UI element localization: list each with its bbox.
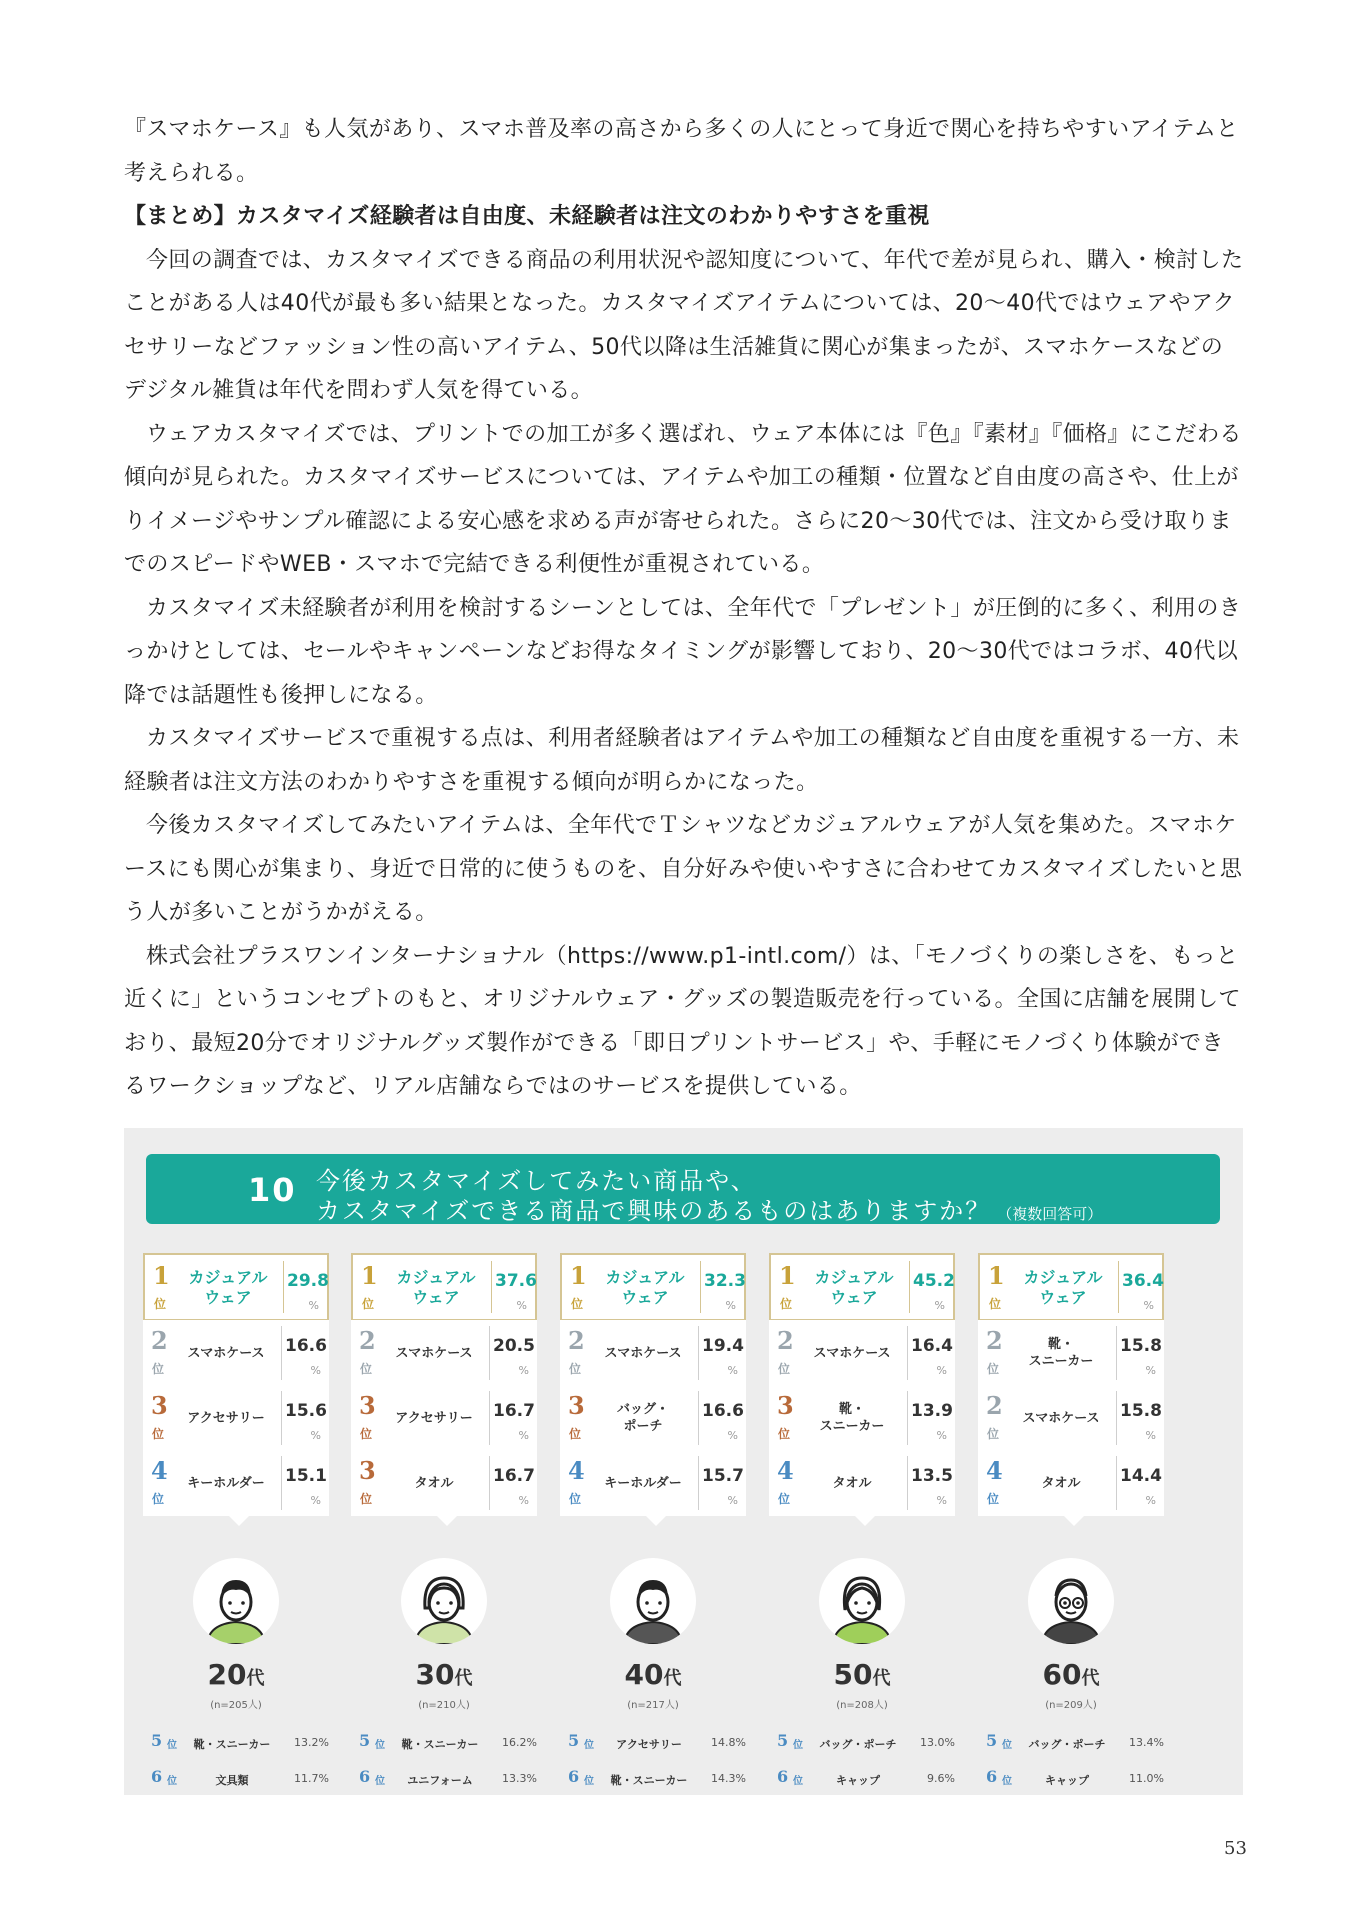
item-name: カジュアル ウェア (188, 1268, 268, 1307)
percent-sign: % (1143, 1299, 1154, 1312)
rank-suffix: 位 (584, 1776, 594, 1787)
percent-sign: % (1145, 1494, 1156, 1507)
item-name: カジュアル ウェア (814, 1268, 894, 1307)
section-heading: 【まとめ】カスタマイズ経験者は自由度、未経験者は注文のわかりやすさを重視 (124, 204, 930, 229)
percent-value: 14.4 (1120, 1466, 1162, 1486)
item-name: アクセサリー (616, 1738, 682, 1751)
item-name: 靴・ スニーカー (819, 1402, 885, 1434)
speech-pointer (646, 1516, 666, 1526)
item-name: バッグ・ポーチ (1028, 1738, 1106, 1751)
rank-suffix: 位 (987, 1492, 1000, 1506)
rank-suffix: 位 (778, 1492, 791, 1506)
age-label (978, 1658, 1164, 1691)
rank-suffix: 位 (360, 1427, 373, 1441)
percent-value: 16.4 (911, 1336, 953, 1356)
ranking-column-40 (560, 1253, 746, 1526)
card-divider (1118, 1261, 1119, 1313)
question-number: 10 (248, 1171, 297, 1209)
extra-rank-row (978, 1769, 1164, 1789)
percent-sign: % (1145, 1364, 1156, 1377)
question-banner (146, 1154, 1220, 1224)
extra-rank-row (351, 1769, 537, 1789)
paragraph: ウェアカスタマイズでは、プリントでの加工が多く選ばれ、ウェア本体には『色』『素材』『価格』にこだわる傾向が見られた。カスタマイズサービスについては、アイテムや加工の種類・位置など自由度の高さや、仕上がりイメージやサンプル確認による安心感を求める声が寄せられた。さらに20〜30代では、注文から受け取りまでのスピードやWEB・スマホで完結できる利便性が重視されている。 (124, 421, 1242, 577)
rank-suffix: 位 (154, 1297, 167, 1311)
age-label (351, 1658, 537, 1691)
percent-value: 13.2% (294, 1736, 329, 1749)
rank-number: 3 (777, 1391, 794, 1420)
card-divider (698, 1391, 699, 1445)
card-divider (281, 1326, 282, 1380)
card-divider (907, 1456, 908, 1510)
rank-suffix: 位 (780, 1297, 793, 1311)
rank-number: 4 (777, 1456, 794, 1485)
item-name: カジュアル ウェア (605, 1268, 685, 1307)
rank-number: 4 (568, 1456, 585, 1485)
sample-size: (n=209人) (1045, 1700, 1097, 1711)
sample-size: (n=205人) (210, 1700, 262, 1711)
ranking-card (769, 1253, 955, 1321)
extra-rank-row (978, 1733, 1164, 1753)
percent-value: 37.6 (495, 1271, 537, 1291)
age-number: 40 (624, 1658, 664, 1691)
card-divider (489, 1391, 490, 1445)
percent-value: 13.4% (1129, 1736, 1164, 1749)
percent-value: 14.8% (711, 1736, 746, 1749)
card-divider (700, 1261, 701, 1313)
card-divider (698, 1326, 699, 1380)
percent-value: 16.6 (285, 1336, 327, 1356)
rank-number: 6 (359, 1767, 371, 1786)
rank-suffix: 位 (375, 1740, 385, 1751)
paragraph: 株式会社プラスワンインターナショナル（https://www.p1-intl.com/）は、「モノづくりの楽しさを、もっと近くに」というコンセプトのもと、オリジナルウェア・グッズの製造販売を行っている。全国に店舗を展開しており、最短20分でオリジナルグッズ製作ができる「即日プリントサービス」や、手軽にモノづくり体験ができるワークショップなど、リアル店舗ならではのサービスを提供している。 (124, 943, 1241, 1099)
rank-suffix: 位 (569, 1492, 582, 1506)
question-text-line1: 今後カスタマイズしてみたい商品や、 (316, 1167, 757, 1195)
age-label (769, 1658, 955, 1691)
item-name: タオル (1041, 1475, 1081, 1491)
man-collar-icon (610, 1558, 696, 1644)
item-name: キャップ (836, 1774, 880, 1787)
percent-value: 16.6 (702, 1401, 744, 1421)
age-suffix: 代 (454, 1668, 473, 1689)
man-glasses-icon (1028, 1558, 1114, 1644)
rank-number: 4 (151, 1456, 168, 1485)
speech-pointer (437, 1516, 457, 1526)
sample-size: (n=208人) (836, 1700, 888, 1711)
rank-suffix: 位 (569, 1427, 582, 1441)
rank-number: 2 (777, 1326, 794, 1355)
card-divider (1116, 1456, 1117, 1510)
ranking-card (351, 1253, 537, 1321)
rank-suffix: 位 (152, 1427, 165, 1441)
percent-value: 15.7 (702, 1466, 744, 1486)
card-divider (281, 1456, 282, 1510)
rank-suffix: 位 (571, 1297, 584, 1311)
sample-size: (n=210人) (418, 1700, 470, 1711)
item-name: 靴・ スニーカー (1028, 1337, 1094, 1369)
item-name: キーホルダー (604, 1475, 682, 1491)
rank-number: 5 (777, 1731, 789, 1750)
percent-sign: % (727, 1429, 738, 1442)
speech-pointer (1064, 1516, 1084, 1526)
percent-sign: % (518, 1494, 529, 1507)
item-name: タオル (832, 1475, 872, 1491)
rank-number: 6 (777, 1767, 789, 1786)
percent-sign: % (934, 1299, 945, 1312)
percent-sign: % (936, 1364, 947, 1377)
body-text (124, 108, 1244, 1109)
rank-suffix: 位 (362, 1297, 375, 1311)
percent-value: 11.7% (294, 1772, 329, 1785)
rank-suffix: 位 (375, 1776, 385, 1787)
question-note: （複数回答可） (997, 1205, 1103, 1223)
rank-number: 5 (986, 1731, 998, 1750)
sample-size: (n=217人) (627, 1700, 679, 1711)
percent-sign: % (518, 1429, 529, 1442)
item-name: スマホケース (187, 1345, 265, 1361)
paragraph: 『スマホケース』も人気があり、スマホ普及率の高さから多くの人にとって身近で関心を持ちやすいアイテムと考えられる。 (124, 117, 1239, 186)
rank-suffix: 位 (1002, 1740, 1012, 1751)
percent-value: 36.4 (1122, 1271, 1164, 1291)
card-divider (909, 1261, 910, 1313)
ranking-card (143, 1450, 329, 1516)
age-suffix: 代 (246, 1668, 265, 1689)
rank-number: 2 (568, 1326, 585, 1355)
item-name: タオル (414, 1475, 454, 1491)
paragraph: カスタマイズ未経験者が利用を検討するシーンとしては、全年代で「プレゼント」が圧倒的に多く、利用のきっかけとしては、セールやキャンペーンなどお得なタイミングが影響しており、20〜30代ではコラボ、40代以降では話題性も後押しになる。 (124, 595, 1242, 708)
extra-rank-row (143, 1769, 329, 1789)
rank-suffix: 位 (569, 1362, 582, 1376)
percent-value: 45.2 (913, 1271, 955, 1291)
ranking-card (560, 1253, 746, 1321)
percent-value: 16.7 (493, 1466, 535, 1486)
percent-value: 14.3% (711, 1772, 746, 1785)
percent-value: 32.3 (704, 1271, 746, 1291)
item-name: キーホルダー (187, 1475, 265, 1491)
item-name: 文具類 (215, 1774, 249, 1787)
age-number: 50 (833, 1658, 873, 1691)
rank-suffix: 位 (793, 1740, 803, 1751)
ranking-card (351, 1450, 537, 1516)
rank-suffix: 位 (167, 1776, 177, 1787)
card-divider (907, 1391, 908, 1445)
percent-value: 16.2% (502, 1736, 537, 1749)
rank-number: 5 (568, 1731, 580, 1750)
item-name: キャップ (1045, 1774, 1089, 1787)
rank-number: 3 (151, 1391, 168, 1420)
age-number: 30 (415, 1658, 455, 1691)
ranking-card (351, 1320, 537, 1386)
card-divider (698, 1456, 699, 1510)
ranking-column-20 (143, 1253, 329, 1526)
rank-suffix: 位 (360, 1362, 373, 1376)
extra-rank-row (560, 1769, 746, 1789)
item-name: アクセサリー (395, 1410, 473, 1426)
percent-sign: % (727, 1364, 738, 1377)
speech-pointer (229, 1516, 249, 1526)
item-name: スマホケース (1022, 1410, 1100, 1426)
question-text-line2 (316, 1191, 1102, 1226)
age-suffix: 代 (872, 1668, 891, 1689)
card-divider (283, 1261, 284, 1313)
percent-value: 15.8 (1120, 1401, 1162, 1421)
item-name: 靴・スニーカー (610, 1774, 688, 1787)
rank-number: 3 (359, 1391, 376, 1420)
percent-value: 15.8 (1120, 1336, 1162, 1356)
percent-sign: % (1145, 1429, 1156, 1442)
rank-suffix: 位 (152, 1362, 165, 1376)
rank-number: 2 (359, 1326, 376, 1355)
item-name: 靴・スニーカー (401, 1738, 479, 1751)
rank-suffix: 位 (793, 1776, 803, 1787)
percent-value: 9.6% (927, 1772, 955, 1785)
rank-suffix: 位 (987, 1427, 1000, 1441)
item-name: スマホケース (395, 1345, 473, 1361)
percent-value: 29.8 (287, 1271, 329, 1291)
page-number: 53 (1224, 1838, 1247, 1859)
age-label (143, 1658, 329, 1691)
rank-suffix: 位 (987, 1362, 1000, 1376)
item-name: バッグ・ ポーチ (616, 1402, 669, 1434)
rank-number: 3 (568, 1391, 585, 1420)
card-divider (1116, 1391, 1117, 1445)
woman-short-hair-icon (401, 1558, 487, 1644)
percent-sign: % (725, 1299, 736, 1312)
card-divider (1116, 1326, 1117, 1380)
percent-value: 13.5 (911, 1466, 953, 1486)
percent-sign: % (727, 1494, 738, 1507)
ranking-card (978, 1385, 1164, 1451)
young-man-icon (193, 1558, 279, 1644)
card-divider (489, 1456, 490, 1510)
rank-suffix: 位 (989, 1297, 1002, 1311)
item-name: スマホケース (604, 1345, 682, 1361)
percent-value: 13.9 (911, 1401, 953, 1421)
rank-suffix: 位 (152, 1492, 165, 1506)
age-suffix: 代 (663, 1668, 682, 1689)
rank-number: 6 (568, 1767, 580, 1786)
ranking-card (560, 1320, 746, 1386)
question-text-line2-main: カスタマイズできる商品で興味のあるものはありますか？ (316, 1197, 992, 1225)
ranking-column-50 (769, 1253, 955, 1526)
card-divider (491, 1261, 492, 1313)
percent-value: 15.6 (285, 1401, 327, 1421)
age-suffix: 代 (1081, 1668, 1100, 1689)
ranking-card (143, 1320, 329, 1386)
rank-suffix: 位 (1002, 1776, 1012, 1787)
ranking-card (978, 1450, 1164, 1516)
percent-sign: % (308, 1299, 319, 1312)
rank-number: 1 (361, 1261, 378, 1290)
extra-rank-row (560, 1733, 746, 1753)
card-divider (281, 1391, 282, 1445)
item-name: アクセサリー (187, 1410, 265, 1426)
rank-number: 2 (986, 1326, 1003, 1355)
card-divider (907, 1326, 908, 1380)
item-name: ユニフォーム (407, 1774, 473, 1787)
ranking-card (769, 1385, 955, 1451)
percent-sign: % (936, 1429, 947, 1442)
age-label (560, 1658, 746, 1691)
ranking-card (769, 1320, 955, 1386)
age-number: 20 (207, 1658, 247, 1691)
extra-rank-row (769, 1769, 955, 1789)
item-name: バッグ・ポーチ (819, 1738, 897, 1751)
percent-value: 11.0% (1129, 1772, 1164, 1785)
item-name: カジュアル ウェア (396, 1268, 476, 1307)
rank-number: 3 (359, 1456, 376, 1485)
percent-sign: % (310, 1364, 321, 1377)
ranking-column-30 (351, 1253, 537, 1526)
ranking-card (143, 1385, 329, 1451)
rank-number: 2 (986, 1391, 1003, 1420)
rank-number: 5 (359, 1731, 371, 1750)
age-number: 60 (1042, 1658, 1082, 1691)
rank-suffix: 位 (167, 1740, 177, 1751)
item-name: カジュアル ウェア (1023, 1268, 1103, 1307)
rank-number: 5 (151, 1731, 163, 1750)
ranking-card (769, 1450, 955, 1516)
rank-number: 1 (153, 1261, 170, 1290)
rank-suffix: 位 (778, 1427, 791, 1441)
paragraph: 今回の調査では、カスタマイズできる商品の利用状況や認知度について、年代で差が見られ、購入・検討したことがある人は40代が最も多い結果となった。カスタマイズアイテムについては、20〜40代ではウェアやアクセサリーなどファッション性の高いアイテム、50代以降は生活雑貨に関心が集まったが、スマホケースなどのデジタル雑貨は年代を問わず人気を得ている。 (124, 247, 1244, 403)
extra-rank-row (143, 1733, 329, 1753)
rank-number: 4 (986, 1456, 1003, 1485)
percent-value: 19.4 (702, 1336, 744, 1356)
rank-suffix: 位 (778, 1362, 791, 1376)
item-name: 靴・スニーカー (193, 1738, 271, 1751)
card-divider (489, 1326, 490, 1380)
ranking-card (351, 1385, 537, 1451)
woman-thinking-icon (819, 1558, 905, 1644)
percent-sign: % (516, 1299, 527, 1312)
rank-number: 2 (151, 1326, 168, 1355)
percent-sign: % (310, 1429, 321, 1442)
ranking-card (978, 1253, 1164, 1321)
rank-number: 6 (151, 1767, 163, 1786)
percent-sign: % (936, 1494, 947, 1507)
rank-suffix: 位 (360, 1492, 373, 1506)
ranking-column-60 (978, 1253, 1164, 1526)
paragraph: 今後カスタマイズしてみたいアイテムは、全年代でＴシャツなどカジュアルウェアが人気を集めた。スマホケースにも関心が集まり、身近で日常的に使うものを、自分好みや使いやすさに合わせてカスタマイズしたいと思う人が多いことがうかがえる。 (124, 813, 1243, 925)
percent-value: 13.3% (502, 1772, 537, 1785)
speech-pointer (855, 1516, 875, 1526)
rank-number: 1 (779, 1261, 796, 1290)
percent-value: 16.7 (493, 1401, 535, 1421)
percent-value: 15.1 (285, 1466, 327, 1486)
rank-number: 1 (570, 1261, 587, 1290)
item-name: スマホケース (813, 1345, 891, 1361)
ranking-card (143, 1253, 329, 1321)
rank-suffix: 位 (584, 1740, 594, 1751)
rank-number: 1 (988, 1261, 1005, 1290)
ranking-card (560, 1450, 746, 1516)
ranking-card (560, 1385, 746, 1451)
percent-value: 20.5 (493, 1336, 535, 1356)
rank-number: 6 (986, 1767, 998, 1786)
percent-sign: % (518, 1364, 529, 1377)
percent-sign: % (310, 1494, 321, 1507)
percent-value: 13.0% (920, 1736, 955, 1749)
extra-rank-row (351, 1733, 537, 1753)
paragraph: カスタマイズサービスで重視する点は、利用者経験者はアイテムや加工の種類など自由度を重視する一方、未経験者は注文方法のわかりやすさを重視する傾向が明らかになった。 (124, 726, 1240, 795)
ranking-card (978, 1320, 1164, 1386)
survey-figure (124, 1128, 1243, 1795)
extra-rank-row (769, 1733, 955, 1753)
